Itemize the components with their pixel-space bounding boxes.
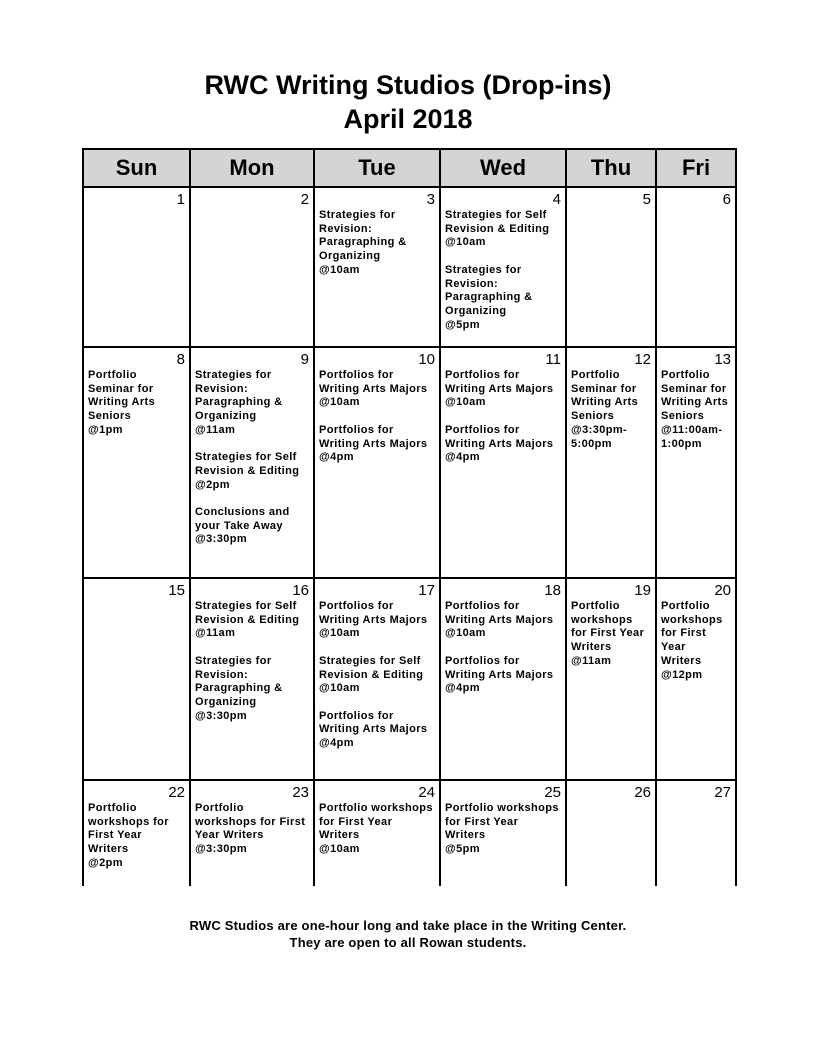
day-number: 9 — [300, 351, 309, 368]
day-cell — [83, 347, 190, 578]
day-number: 25 — [544, 784, 561, 801]
day-number: 15 — [168, 582, 185, 599]
weekday-header-row — [83, 149, 736, 187]
day-cell — [314, 578, 440, 780]
day-cell — [440, 187, 566, 347]
studio-event: Strategies for Revision: Paragraphing & Organizing @11am — [195, 369, 283, 436]
day-cell — [566, 347, 656, 578]
day-cell — [656, 578, 736, 780]
day-number: 11 — [545, 351, 561, 368]
day-cell — [566, 187, 656, 347]
calendar-grid — [82, 148, 737, 886]
day-cell — [83, 187, 190, 347]
studio-event: Strategies for Self Revision & Editing @11am — [195, 600, 300, 640]
studio-event: Portfolios for Writing Arts Majors @10am — [445, 600, 554, 640]
day-number: 1 — [176, 191, 185, 208]
studio-event: Portfolio workshops for First Year Writers @10am — [319, 802, 433, 856]
day-cell — [440, 347, 566, 578]
day-cell — [83, 578, 190, 780]
studio-event: Portfolio workshops for First Year Writers @12pm — [661, 600, 723, 681]
studio-event: Portfolio workshops for First Year Writers @2pm — [88, 802, 169, 869]
studio-event: Portfolio Seminar for Writing Arts Seniors @1pm — [88, 369, 156, 436]
day-cell — [656, 780, 736, 886]
day-number: 12 — [634, 351, 651, 368]
weekday-header-wed: Wed — [440, 149, 566, 187]
calendar-week-row — [83, 780, 736, 886]
studio-event: Portfolio Seminar for Writing Arts Seniors @11:00am- 1:00pm — [661, 369, 729, 450]
day-number: 20 — [714, 582, 731, 599]
day-number: 27 — [714, 784, 731, 801]
studio-event: Portfolio workshops for First Year Writers @5pm — [445, 802, 559, 856]
day-cell — [656, 347, 736, 578]
studio-event: Strategies for Self Revision & Editing @2pm — [195, 451, 300, 491]
calendar-week-row — [83, 347, 736, 578]
day-cell — [190, 187, 314, 347]
day-number: 4 — [552, 191, 561, 208]
footer-note: RWC Studios are one-hour long and take place in the Writing Center. — [189, 918, 627, 933]
studio-event: Portfolios for Writing Arts Majors @10am — [445, 369, 554, 409]
studio-event: Portfolios for Writing Arts Majors @10am — [319, 600, 428, 640]
day-cell — [314, 187, 440, 347]
day-cell — [83, 780, 190, 886]
calendar-month: April 2018 — [343, 104, 473, 134]
studio-event: Strategies for Self Revision & Editing @10am — [445, 209, 550, 249]
day-number: 2 — [300, 191, 309, 208]
day-cell — [190, 780, 314, 886]
studio-event: Portfolios for Writing Arts Majors @10am — [319, 369, 428, 409]
day-cell — [314, 347, 440, 578]
day-cell — [440, 578, 566, 780]
day-cell — [566, 578, 656, 780]
day-number: 8 — [176, 351, 185, 368]
day-cell — [440, 780, 566, 886]
studio-event: Strategies for Revision: Paragraphing & Organizing @10am — [319, 209, 407, 276]
day-number: 10 — [418, 351, 435, 368]
day-cell — [656, 187, 736, 347]
weekday-header-tue: Tue — [314, 149, 440, 187]
weekday-header-mon: Mon — [190, 149, 314, 187]
weekday-header-sun: Sun — [83, 149, 190, 187]
day-number: 6 — [722, 191, 731, 208]
studio-event: Portfolio workshops for First Year Writers @3:30pm — [195, 802, 306, 856]
day-number: 16 — [292, 582, 309, 599]
day-number: 13 — [714, 351, 731, 368]
day-number: 22 — [168, 784, 185, 801]
day-cell — [314, 780, 440, 886]
day-number: 17 — [418, 582, 435, 599]
day-number: 19 — [634, 582, 651, 599]
studio-event: Strategies for Revision: Paragraphing & Organizing @5pm — [445, 263, 533, 331]
studio-event: Strategies for Self Revision & Editing @10am — [319, 654, 424, 695]
day-number: 23 — [292, 784, 309, 801]
weekday-header-thu: Thu — [566, 149, 656, 187]
studio-event: Strategies for Revision: Paragraphing & Organizing @3:30pm — [195, 654, 283, 722]
calendar-title: RWC Writing Studios (Drop-ins) — [204, 70, 612, 100]
footer-note-audience: They are open to all Rowan students. — [289, 935, 527, 950]
studio-event: Portfolio Seminar for Writing Arts Seniors @3:30pm- 5:00pm — [571, 369, 639, 450]
studio-event: Portfolios for Writing Arts Majors @4pm — [445, 423, 554, 464]
day-cell — [190, 578, 314, 780]
weekday-header-fri: Fri — [656, 149, 736, 187]
day-number: 3 — [426, 191, 435, 208]
studio-event: Portfolio workshops for First Year Writers @11am — [571, 600, 645, 667]
studio-event: Portfolios for Writing Arts Majors @4pm — [319, 423, 428, 464]
day-cell — [566, 780, 656, 886]
studio-event: Portfolios for Writing Arts Majors @4pm — [319, 709, 428, 749]
day-number: 24 — [418, 784, 435, 801]
calendar-week-row — [83, 187, 736, 347]
day-number: 5 — [642, 191, 651, 208]
day-number: 18 — [544, 582, 561, 599]
studio-event: Portfolios for Writing Arts Majors @4pm — [445, 654, 554, 695]
day-number: 26 — [634, 784, 651, 801]
studio-event: Conclusions and your Take Away @3:30pm — [195, 506, 290, 546]
day-cell — [190, 347, 314, 578]
calendar-week-row — [83, 578, 736, 780]
